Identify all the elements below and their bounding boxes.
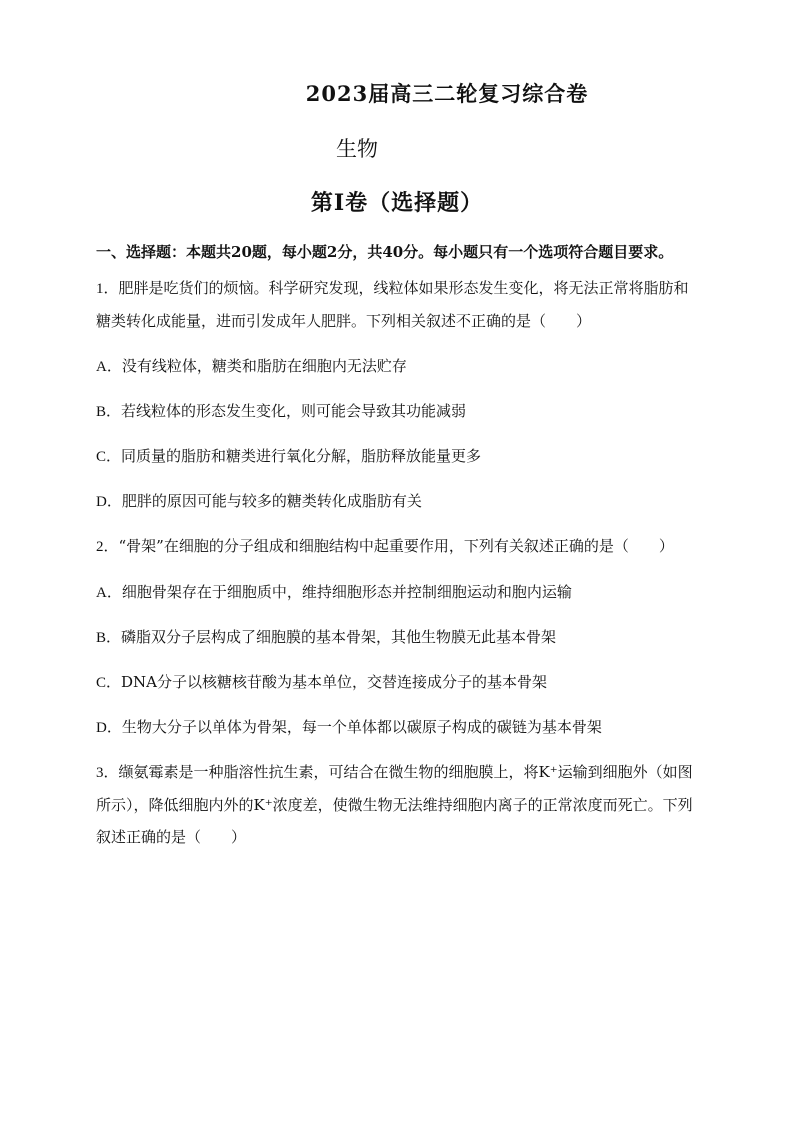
option-text: 没有线粒体，糖类和脂肪在细胞内无法贮存 [121, 357, 407, 375]
option-text: 磷脂双分子层构成了细胞膜的基本骨架，其他生物膜无此基本骨架 [121, 628, 557, 646]
subject-label: 生物 [336, 137, 378, 161]
question-1-stem [96, 272, 702, 337]
option-letter: D． [96, 720, 122, 736]
question-2-option-c [96, 666, 702, 699]
question-1-option-b [96, 395, 702, 428]
question-2-stem [96, 530, 702, 563]
option-letter: D． [96, 494, 122, 510]
question-text: 肥胖是吃货们的烦恼。科学研究发现，线粒体如果形态发生变化，将无法正常将脂肪和糖类转化成能量，进而引发成年人肥胖。下列相关叙述不正确的是（ ） [96, 279, 689, 330]
question-2-option-b [96, 621, 702, 654]
option-text: 同质量的脂肪和糖类进行氧化分解，脂肪释放能量更多 [121, 447, 482, 465]
question-3-stem [96, 756, 702, 853]
question-1-option-d [96, 485, 702, 518]
option-text: DNA分子以核糖核苷酸为基本单位，交替连接成分子的基本骨架 [121, 673, 548, 691]
option-letter: C． [96, 449, 122, 465]
option-text: 若线粒体的形态发生变化，则可能会导致其功能减弱 [121, 402, 467, 420]
option-letter: A． [96, 585, 122, 601]
exam-title: 2023届高三二轮复习综合卷 [305, 81, 589, 106]
question-text: 缬氨霉素是一种脂溶性抗生素，可结合在微生物的细胞膜上，将K⁺运输到细胞外（如图所示），降低细胞内外的K⁺浓度差，使微生物无法维持细胞内离子的正常浓度而死亡。下列叙述正确的是（ ） [96, 763, 693, 846]
option-letter: B． [96, 404, 122, 420]
question-text: “骨架”在细胞的分子组成和细胞结构中起重要作用，下列有关叙述正确的是（ ） [118, 537, 674, 555]
option-text: 细胞骨架存在于细胞质中，维持细胞形态并控制细胞运动和胞内运输 [121, 583, 572, 601]
section-title: 第Ⅰ卷（选择题） [310, 190, 484, 216]
question-2-option-a [96, 576, 702, 609]
option-letter: C． [96, 675, 122, 691]
option-text: 肥胖的原因可能与较多的糖类转化成脂肪有关 [121, 492, 422, 510]
option-letter: B． [96, 630, 122, 646]
question-number: 3． [96, 765, 119, 781]
question-number: 2． [96, 539, 119, 555]
instructions: 一、选择题：本题共20题，每小题2分，共40分。每小题只有一个选项符合题目要求。 [96, 243, 674, 261]
exam-content [96, 236, 702, 866]
option-letter: A． [96, 359, 122, 375]
question-1-option-a [96, 350, 702, 383]
option-text: 生物大分子以单体为骨架，每一个单体都以碳原子构成的碳链为基本骨架 [121, 718, 602, 736]
question-number: 1． [96, 281, 119, 297]
question-1-option-c [96, 440, 702, 473]
question-2-option-d [96, 711, 702, 744]
